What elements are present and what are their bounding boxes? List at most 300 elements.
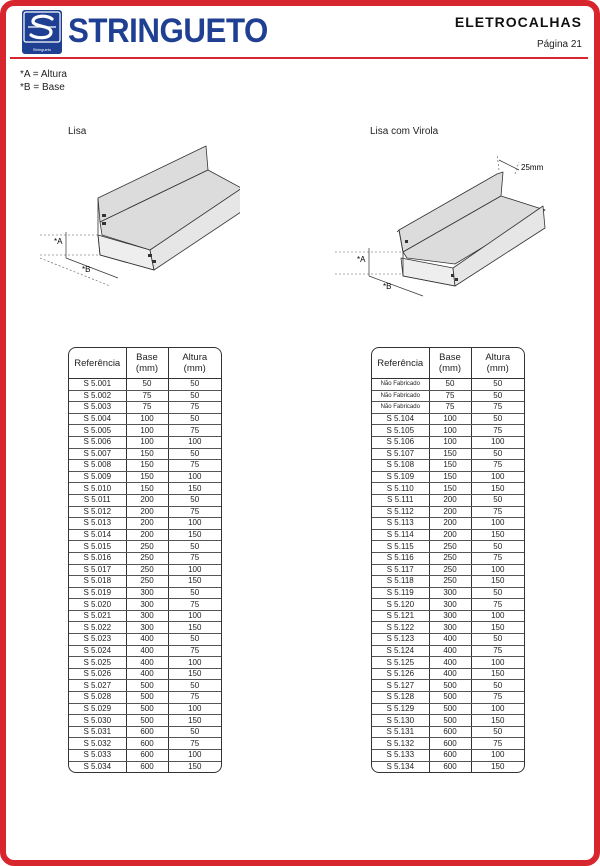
logo-caption: Stringueto <box>32 47 52 52</box>
cell-altura: 100 <box>471 436 524 448</box>
cell-altura: 150 <box>471 622 524 634</box>
cell-altura: 75 <box>471 425 524 437</box>
cell-base: 150 <box>126 483 168 495</box>
cell-base: 100 <box>429 413 471 425</box>
table-row <box>69 436 221 448</box>
cell-referencia: S 5.123 <box>372 634 429 646</box>
cell-base: 500 <box>429 692 471 704</box>
table-row <box>69 738 221 750</box>
table-row <box>69 564 221 576</box>
table-row <box>372 680 524 692</box>
cell-referencia: S 5.017 <box>69 564 126 576</box>
cell-referencia: S 5.127 <box>372 680 429 692</box>
cell-base: 500 <box>126 703 168 715</box>
table-row <box>372 668 524 680</box>
cable-tray-lisa-figure <box>30 140 240 300</box>
cell-altura: 75 <box>471 599 524 611</box>
cell-referencia: S 5.021 <box>69 610 126 622</box>
cell-altura: 50 <box>168 379 221 391</box>
col-header-altura: Altura (mm) <box>168 348 221 379</box>
cell-base: 250 <box>429 564 471 576</box>
cell-referencia: S 5.007 <box>69 448 126 460</box>
cell-base: 400 <box>126 634 168 646</box>
legend-base: *B = Base <box>20 82 65 93</box>
cell-referencia: S 5.009 <box>69 471 126 483</box>
figure-title-virola: Lisa com Virola <box>370 126 439 137</box>
specs-table-lisa <box>69 348 221 772</box>
cell-referencia: S 5.122 <box>372 622 429 634</box>
cell-altura: 50 <box>471 587 524 599</box>
table-row <box>69 518 221 530</box>
cell-base: 75 <box>126 390 168 402</box>
cell-base: 150 <box>126 448 168 460</box>
cell-base: 400 <box>429 645 471 657</box>
table-row <box>69 761 221 772</box>
cell-referencia: S 5.128 <box>372 692 429 704</box>
cell-referencia: S 5.105 <box>372 425 429 437</box>
section-title: ELETROCALHAS <box>454 14 582 30</box>
table-row <box>372 622 524 634</box>
cell-referencia: S 5.032 <box>69 738 126 750</box>
cell-altura: 150 <box>168 668 221 680</box>
table-row <box>372 657 524 669</box>
col-header-altura: Altura (mm) <box>471 348 524 379</box>
cell-altura: 100 <box>168 564 221 576</box>
lisa-label-b: *B <box>82 265 91 274</box>
cell-base: 600 <box>126 738 168 750</box>
table-row <box>372 390 524 402</box>
cell-base: 500 <box>126 715 168 727</box>
legend <box>20 68 67 94</box>
table-row <box>372 483 524 495</box>
col-header-base: Base (mm) <box>126 348 168 379</box>
cell-base: 300 <box>429 587 471 599</box>
table-row <box>372 703 524 715</box>
cell-referencia: S 5.025 <box>69 657 126 669</box>
table-header-row <box>372 348 524 379</box>
table-row <box>372 738 524 750</box>
brand-name: STRINGUETO <box>68 12 268 50</box>
cell-altura: 100 <box>168 750 221 762</box>
cell-referencia: S 5.106 <box>372 436 429 448</box>
cell-referencia: S 5.014 <box>69 529 126 541</box>
table-row <box>372 645 524 657</box>
cell-referencia: S 5.119 <box>372 587 429 599</box>
cell-altura: 50 <box>168 680 221 692</box>
cell-referencia: S 5.016 <box>69 552 126 564</box>
cell-altura: 150 <box>168 622 221 634</box>
cell-referencia: Não Fabricado <box>372 379 429 391</box>
cell-base: 150 <box>429 460 471 472</box>
table-row <box>372 541 524 553</box>
cell-referencia: S 5.026 <box>69 668 126 680</box>
cell-referencia: S 5.023 <box>69 634 126 646</box>
cell-referencia: S 5.020 <box>69 599 126 611</box>
cell-altura: 100 <box>471 564 524 576</box>
cell-base: 150 <box>126 471 168 483</box>
cell-altura: 75 <box>168 738 221 750</box>
cell-base: 300 <box>126 610 168 622</box>
table-row <box>372 576 524 588</box>
cell-altura: 100 <box>168 657 221 669</box>
page-number: Página 21 <box>536 39 582 50</box>
cell-base: 400 <box>126 645 168 657</box>
cell-altura: 50 <box>471 726 524 738</box>
cell-base: 250 <box>429 552 471 564</box>
cell-referencia: S 5.126 <box>372 668 429 680</box>
cell-referencia: S 5.111 <box>372 494 429 506</box>
figure-title-lisa: Lisa <box>68 126 87 137</box>
cell-base: 600 <box>126 750 168 762</box>
cell-base: 300 <box>429 610 471 622</box>
table-row <box>372 413 524 425</box>
table-row <box>372 552 524 564</box>
cell-base: 250 <box>429 541 471 553</box>
cell-altura: 50 <box>471 634 524 646</box>
cell-base: 250 <box>126 541 168 553</box>
table-row <box>69 379 221 391</box>
cell-altura: 75 <box>471 460 524 472</box>
cell-altura: 50 <box>471 413 524 425</box>
cell-base: 400 <box>126 657 168 669</box>
cell-base: 600 <box>429 726 471 738</box>
table-row <box>69 425 221 437</box>
cell-altura: 75 <box>168 506 221 518</box>
cell-referencia: S 5.104 <box>372 413 429 425</box>
cell-altura: 75 <box>471 692 524 704</box>
cell-base: 600 <box>126 726 168 738</box>
cell-base: 100 <box>429 436 471 448</box>
cell-referencia: S 5.116 <box>372 552 429 564</box>
table-row <box>372 587 524 599</box>
cell-altura: 75 <box>471 552 524 564</box>
table-virola <box>371 347 525 773</box>
table-row <box>69 529 221 541</box>
cell-referencia: S 5.131 <box>372 726 429 738</box>
table-row <box>372 726 524 738</box>
cell-base: 600 <box>126 761 168 772</box>
cell-base: 200 <box>126 518 168 530</box>
legend-altura: *A = Altura <box>20 69 67 80</box>
table-row <box>69 402 221 414</box>
cell-base: 250 <box>126 576 168 588</box>
table-row <box>372 599 524 611</box>
table-row <box>69 599 221 611</box>
cell-referencia: S 5.031 <box>69 726 126 738</box>
cell-altura: 75 <box>168 402 221 414</box>
cell-referencia: S 5.011 <box>69 494 126 506</box>
cell-referencia: S 5.029 <box>69 703 126 715</box>
cell-altura: 150 <box>471 483 524 495</box>
table-row <box>69 483 221 495</box>
cell-referencia: S 5.034 <box>69 761 126 772</box>
table-row <box>69 471 221 483</box>
table-row <box>69 622 221 634</box>
cell-referencia: Não Fabricado <box>372 402 429 414</box>
col-header-base: Base (mm) <box>429 348 471 379</box>
table-row <box>372 402 524 414</box>
cell-altura: 50 <box>168 448 221 460</box>
cell-referencia: S 5.027 <box>69 680 126 692</box>
cell-base: 100 <box>126 413 168 425</box>
cell-referencia: S 5.010 <box>69 483 126 495</box>
table-row <box>69 645 221 657</box>
cell-referencia: S 5.030 <box>69 715 126 727</box>
table-row <box>69 692 221 704</box>
cell-referencia: S 5.012 <box>69 506 126 518</box>
cell-altura: 50 <box>471 448 524 460</box>
cell-altura: 75 <box>471 506 524 518</box>
table-row <box>372 564 524 576</box>
table-header-row <box>69 348 221 379</box>
cell-base: 300 <box>126 587 168 599</box>
cell-altura: 100 <box>471 703 524 715</box>
table-row <box>69 715 221 727</box>
table-row <box>372 460 524 472</box>
cell-altura: 75 <box>471 402 524 414</box>
cell-referencia: S 5.121 <box>372 610 429 622</box>
cell-altura: 150 <box>168 529 221 541</box>
table-row <box>372 692 524 704</box>
cell-altura: 100 <box>471 610 524 622</box>
table-row <box>69 668 221 680</box>
cell-base: 200 <box>126 506 168 518</box>
cell-base: 200 <box>429 518 471 530</box>
cell-altura: 75 <box>168 425 221 437</box>
cell-base: 600 <box>429 738 471 750</box>
table-row <box>372 518 524 530</box>
table-row <box>372 750 524 762</box>
cell-base: 50 <box>429 379 471 391</box>
cell-referencia: S 5.132 <box>372 738 429 750</box>
lisa-label-a: *A <box>54 237 63 246</box>
cell-base: 500 <box>429 680 471 692</box>
cell-base: 400 <box>429 657 471 669</box>
cell-referencia: S 5.109 <box>372 471 429 483</box>
cell-referencia: S 5.134 <box>372 761 429 772</box>
cell-base: 100 <box>126 425 168 437</box>
table-row <box>372 715 524 727</box>
cell-base: 250 <box>126 564 168 576</box>
cell-base: 300 <box>429 622 471 634</box>
page-header <box>10 8 588 58</box>
table-row <box>69 552 221 564</box>
cell-referencia: S 5.129 <box>372 703 429 715</box>
cell-base: 600 <box>429 750 471 762</box>
cell-base: 200 <box>429 506 471 518</box>
cell-base: 250 <box>429 576 471 588</box>
table-row <box>69 657 221 669</box>
cell-altura: 50 <box>168 726 221 738</box>
cell-altura: 50 <box>168 494 221 506</box>
cell-altura: 150 <box>168 483 221 495</box>
cell-altura: 75 <box>168 599 221 611</box>
cell-referencia: S 5.019 <box>69 587 126 599</box>
cell-referencia: S 5.113 <box>372 518 429 530</box>
cell-base: 100 <box>126 436 168 448</box>
cell-base: 300 <box>126 599 168 611</box>
table-row <box>69 494 221 506</box>
cell-altura: 100 <box>168 610 221 622</box>
cell-base: 50 <box>126 379 168 391</box>
table-row <box>372 436 524 448</box>
cell-referencia: S 5.124 <box>372 645 429 657</box>
col-header-referencia: Referência <box>69 348 126 379</box>
cell-altura: 150 <box>471 668 524 680</box>
table-row <box>69 634 221 646</box>
cell-altura: 50 <box>168 541 221 553</box>
table-row <box>372 379 524 391</box>
cell-altura: 150 <box>188 761 202 771</box>
cell-base: 500 <box>126 680 168 692</box>
table-row <box>69 460 221 472</box>
cell-referencia: S 5.022 <box>69 622 126 634</box>
cell-referencia: S 5.108 <box>372 460 429 472</box>
table-row <box>69 587 221 599</box>
cell-referencia: S 5.107 <box>372 448 429 460</box>
cell-referencia: S 5.120 <box>372 599 429 611</box>
cell-altura: 100 <box>471 750 524 762</box>
cell-altura: 50 <box>168 634 221 646</box>
table-row <box>372 761 524 772</box>
col-header-referencia: Referência <box>372 348 429 379</box>
cell-base: 150 <box>429 483 471 495</box>
cell-altura: 150 <box>168 715 221 727</box>
cell-altura: 100 <box>471 657 524 669</box>
cell-altura: 150 <box>471 529 524 541</box>
table-row <box>372 529 524 541</box>
cell-altura: 75 <box>168 460 221 472</box>
cell-altura: 50 <box>471 680 524 692</box>
cell-altura: 150 <box>491 761 505 771</box>
cell-base: 75 <box>429 390 471 402</box>
cell-referencia: S 5.002 <box>69 390 126 402</box>
cell-altura: 150 <box>471 576 524 588</box>
cell-altura: 50 <box>471 390 524 402</box>
cell-altura: 100 <box>471 518 524 530</box>
cell-altura: 50 <box>471 541 524 553</box>
virola-label-b: *B <box>383 282 392 291</box>
table-row <box>69 726 221 738</box>
table-row <box>69 576 221 588</box>
cell-referencia: S 5.006 <box>69 436 126 448</box>
cell-altura: 75 <box>168 552 221 564</box>
cell-referencia: S 5.003 <box>69 402 126 414</box>
cell-referencia: S 5.001 <box>69 379 126 391</box>
cell-base: 150 <box>126 460 168 472</box>
cell-referencia: S 5.018 <box>69 576 126 588</box>
cell-base: 100 <box>429 425 471 437</box>
cell-altura: 75 <box>471 645 524 657</box>
cell-altura: 100 <box>168 703 221 715</box>
cell-altura: 50 <box>471 494 524 506</box>
cell-base: 200 <box>126 529 168 541</box>
cell-referencia: S 5.015 <box>69 541 126 553</box>
cell-referencia: S 5.130 <box>372 715 429 727</box>
cell-altura: 150 <box>168 576 221 588</box>
cell-base: 75 <box>429 402 471 414</box>
cell-base: 400 <box>429 634 471 646</box>
cell-referencia: S 5.112 <box>372 506 429 518</box>
table-row <box>69 413 221 425</box>
cell-base: 500 <box>126 692 168 704</box>
table-row <box>372 448 524 460</box>
table-row <box>69 448 221 460</box>
cell-base: 500 <box>429 715 471 727</box>
brand-logo <box>22 10 62 54</box>
cell-base: 250 <box>126 552 168 564</box>
cell-referencia: S 5.033 <box>69 750 126 762</box>
cell-base: 200 <box>429 529 471 541</box>
cell-altura: 150 <box>471 715 524 727</box>
cell-base: 75 <box>126 402 168 414</box>
table-row <box>372 425 524 437</box>
cell-base: 200 <box>126 494 168 506</box>
cell-referencia: S 5.115 <box>372 541 429 553</box>
cell-altura: 50 <box>471 379 524 391</box>
cell-referencia: S 5.024 <box>69 645 126 657</box>
cell-altura: 50 <box>168 390 221 402</box>
table-row <box>372 634 524 646</box>
cell-altura: 50 <box>168 413 221 425</box>
cell-base: 150 <box>429 471 471 483</box>
cell-base: 400 <box>429 668 471 680</box>
cell-base: 150 <box>429 448 471 460</box>
cell-altura: 100 <box>168 436 221 448</box>
table-row <box>69 703 221 715</box>
cable-tray-virola-figure <box>335 150 580 300</box>
cell-referencia: S 5.114 <box>372 529 429 541</box>
table-row <box>69 680 221 692</box>
cell-referencia: S 5.008 <box>69 460 126 472</box>
table-row <box>372 610 524 622</box>
cell-altura: 75 <box>168 645 221 657</box>
table-row <box>69 610 221 622</box>
cell-referencia: S 5.125 <box>372 657 429 669</box>
table-row <box>69 541 221 553</box>
table-row <box>372 494 524 506</box>
cell-base: 600 <box>429 761 471 772</box>
cell-altura: 75 <box>168 692 221 704</box>
virola-label-25mm: 25mm <box>521 163 544 172</box>
cell-base: 500 <box>429 703 471 715</box>
cell-altura: 100 <box>168 471 221 483</box>
table-row <box>69 506 221 518</box>
cell-altura: 100 <box>168 518 221 530</box>
header-rule <box>10 57 588 59</box>
cell-referencia: S 5.005 <box>69 425 126 437</box>
cell-referencia: S 5.118 <box>372 576 429 588</box>
cell-base: 400 <box>126 668 168 680</box>
cell-referencia: S 5.028 <box>69 692 126 704</box>
cell-base: 300 <box>429 599 471 611</box>
cell-altura: 50 <box>168 587 221 599</box>
table-lisa <box>68 347 222 773</box>
cell-base: 300 <box>126 622 168 634</box>
cell-referencia: S 5.110 <box>372 483 429 495</box>
table-row <box>372 506 524 518</box>
cell-referencia: S 5.133 <box>372 750 429 762</box>
table-row <box>69 390 221 402</box>
cell-referencia: S 5.013 <box>69 518 126 530</box>
cell-referencia: S 5.117 <box>372 564 429 576</box>
table-row <box>69 750 221 762</box>
cell-base: 200 <box>429 494 471 506</box>
specs-table-virola <box>372 348 524 772</box>
virola-label-a: *A <box>357 255 366 264</box>
cell-referencia: S 5.004 <box>69 413 126 425</box>
table-row <box>372 471 524 483</box>
